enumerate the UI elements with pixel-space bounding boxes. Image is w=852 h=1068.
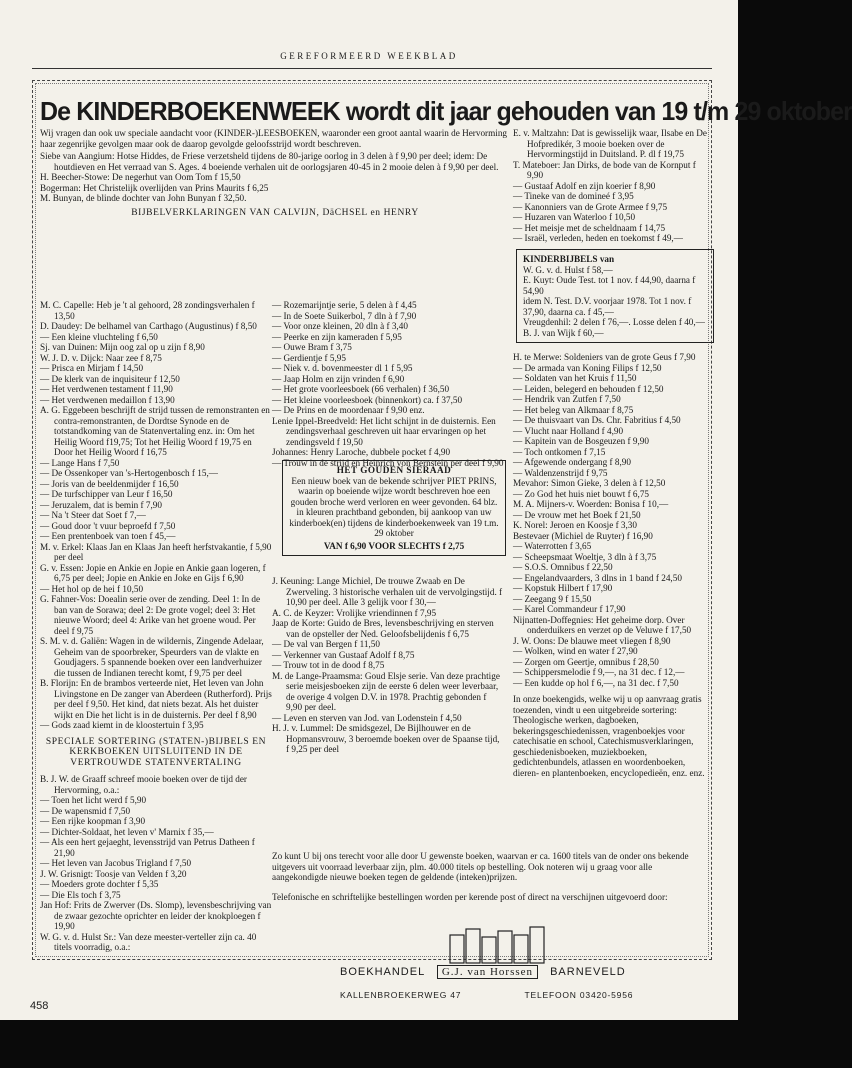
list-item: — Verkenner van Gustaaf Adolf f 8,75 <box>272 649 415 660</box>
kinderbijbels-title: KINDERBIJBELS van <box>523 254 615 264</box>
list-item: G. v. Essen: Jopie en Ankie en Jopie en Ankie gaan logeren, f 6,75 per deel; Jopie en Ankie en Joke en Gijs f 6,90 <box>40 562 266 583</box>
list-item: — Gods zaad kiemt in de kloostertuin f 3,95 <box>40 720 204 730</box>
list-item: Lenie Ippel-Breedveld: Het licht schijnt in de duisternis. Een zendingsverhaal geschreven uit haar ervaringen op het zendingsveld f 19,50 <box>272 415 496 447</box>
list-item: — De klerk van de inquisiteur f 12,50 <box>40 373 180 384</box>
list-item: — Lange Hans f 7,50 <box>40 457 120 468</box>
intro-block <box>40 128 510 221</box>
footer-paragraph: Zo kunt U bij ons terecht voor alle door U gewenste boeken, waarvan er ca. 1600 titels van de onder ons bekende uitgevers uit voorraad leverbaar zijn, plm. 40.000 titels op bestelling. Ook noteren wij u graag voor alle aangekondigde nieuwe boeken tegen de geldende (inteken)prijzen. <box>272 851 689 883</box>
list-item: M. A. Mijners-v. Woerden: Bonisa f 10,— <box>513 499 669 509</box>
list-item: — Een rijke koopman f 3,90 <box>40 816 146 826</box>
kinderbijbels-line: Vreugdenhil: 2 delen f 76,—. Losse delen f 40,— <box>523 317 705 327</box>
list-item: — Prisca en Mirjam f 14,50 <box>40 363 144 373</box>
list-item: — Jaap Holm en zijn vrinden f 6,90 <box>272 373 405 384</box>
list-item: — Niek v. d. bovenmeester dl 1 f 5,95 <box>272 363 413 373</box>
list-item: Jaap de Korte: Guido de Bres, levensbeschrijving en sterven van de opsteller der Ned. Geloofsbelijdenis f 6,75 <box>272 618 494 639</box>
intro-line: H. Beecher-Stowe: De negerhut van Oom Tom f 15,50 <box>40 172 241 182</box>
list-item: — Gustaaf Adolf en zijn koerier f 8,90 <box>513 180 656 191</box>
shop-address-line <box>340 990 700 1000</box>
list-item: B. J. W. de Graaff schreef mooie boeken over de tijd der Hervorming, o.a.: <box>40 774 247 795</box>
list-item: — Trouw in de strijd en Heinrich von Bernstein per deel f 9,90 <box>272 457 504 468</box>
list-item: — Karel Commandeur f 17,90 <box>513 604 626 614</box>
list-item: — Toen het licht werd f 5,90 <box>40 795 147 805</box>
list-item: — Vlucht naar Holland f 4,90 <box>513 425 624 436</box>
list-item: — Soldaten van het Kruis f 11,50 <box>513 373 637 383</box>
list-item: — Het grote voorleesboek (66 verhalen) f 36,50 <box>272 384 450 394</box>
list-item: — De thuisvaart van Ds. Chr. Fabritius f 4,50 <box>513 415 681 425</box>
list-item: — Zorgen om Geertje, omnibus f 28,50 <box>513 656 659 667</box>
list-item: — Het hol op de hei f 10,50 <box>40 583 144 594</box>
list-item: — Het verdwenen medaillon f 13,90 <box>40 394 175 405</box>
column-1 <box>40 300 272 953</box>
masthead: GEREFORMEERD WEEKBLAD <box>280 51 458 61</box>
list-item: — Ouwe Bram f 3,75 <box>272 342 352 352</box>
list-item: — De armada van Koning Filips f 12,50 <box>513 362 662 373</box>
list-item: — Goud door 't vuur beproefd f 7,50 <box>40 520 176 531</box>
list-item: — Kanonniers van de Grote Armee f 9,75 <box>513 201 668 212</box>
list-item: — Na 't Steer dat Soet f 7,— <box>40 510 146 520</box>
list-item: — Huzaren van Waterloo f 10,50 <box>513 212 636 222</box>
kinderbijbels-box <box>516 249 714 343</box>
catalogue-paragraph: In onze boekengids, welke wij u op aanvraag gratis toezenden, vindt u een uitgebreide sortering: Theologische werken, dagboeken, bekeringsgeschiedenissen, vragenboekjes voor catechisatie en school, Catechismusverklaringen, geschiedenisboeken, muziekboeken, gedichtenbundels, atlassen en woordenboeken, dieren- en plantenboeken, encyclopedieën, enz. enz. <box>513 694 705 778</box>
list-item: — Peerke en zijn kameraden f 5,95 <box>272 331 402 342</box>
list-item: B. Florijn: En de brambos verteerde niet, Het leven van John Livingstone en De zanger van Aberdeen (Rutherford). Prijs per deel f 9,50. Het kind, dat niets bezat. Als het duister wijkt en Die het licht is in de duisternis. Per deel f 8,90 <box>40 678 272 720</box>
list-item: M. de Lange-Praamsma: Goud Elsje serie. Van deze prachtige serie meisjesboeken zijn de eerste 6 delen weer leverbaar, de overige 4 volgen D.V. in 1978. Prachtig gebonden f 9,90 per deel. <box>272 670 500 712</box>
list-item: W. J. D. v. Dijck: Naar zee f 8,75 <box>40 352 162 363</box>
list-item: — Engelandvaarders, 3 dlns in 1 band f 24,50 <box>513 572 682 583</box>
list-item: — Het meisje met de scheldnaam f 14,75 <box>513 222 666 233</box>
list-item: — S.O.S. Omnibus f 22,50 <box>513 562 613 572</box>
list-item: — Hendrik van Zutfen f 7,50 <box>513 394 621 404</box>
list-item: H. J. v. Lummel: De smidsgezel, De Bijlhouwer en de Hopmansvrouw, 3 beroemde boeken over de Spaanse tijd, f 9,25 per deel <box>272 723 500 754</box>
list-item: — Zeegang 9 f 15,50 <box>513 593 592 604</box>
shop-line <box>340 966 700 978</box>
ad-headline: De KINDERBOEKENWEEK wordt dit jaar gehouden van 19 t/m 29 oktober <box>40 96 852 126</box>
list-item: M. v. Erkel: Klaas Jan en Klaas Jan heeft herfstvakantie, f 5,90 per deel <box>40 541 272 562</box>
kinderbijbels-line: E. Kuyt: Oude Test. tot 1 nov. f 44,90, daarna f 54,90 <box>523 275 696 296</box>
list-item: — Het verdwenen testament f 11,90 <box>40 384 173 394</box>
list-item: — Afgewende ondergang f 8,90 <box>513 457 631 467</box>
list-item: — De vrouw met het Boek f 21,50 <box>513 509 641 520</box>
footer-text <box>272 842 702 912</box>
column-3-lower <box>513 352 707 778</box>
list-item: — De Prins en de moordenaar f 9,90 enz. <box>272 405 425 415</box>
list-item: S. M. v. d. Galiën: Wagen in de wildernis, Zingende Adelaar, Geheim van de spoorbreker, Speurders van de vlakte en Goudjagers. 5 spannende boeken over een landverhuizer die tussen de Indianen terecht komt, f 9,75 per deel <box>40 636 264 678</box>
list-item: — De Ossenkoper van 's-Hertogenbosch f 15,— <box>40 468 218 478</box>
list-item: W. G. v. d. Hulst Sr.: Van deze meester-verteller zijn ca. 40 titels voorradig, o.a.: <box>40 931 257 952</box>
column-3 <box>513 128 707 244</box>
list-item: — Trouw tot in de dood f 8,75 <box>272 660 385 670</box>
list-item: — Israël, verleden, heden en toekomst f 49,— <box>513 233 683 243</box>
list-item: — Als een hert gejaeght, levensstrijd van Petrus Datheen f 21,90 <box>40 837 255 858</box>
shop-phone: TELEFOON 03420-5956 <box>524 990 634 1000</box>
list-item: — Rozemarijntje serie, 5 delen à f 4,45 <box>272 300 417 310</box>
list-item: — De val van Bergen f 11,50 <box>272 639 380 649</box>
shop-logo-text: G.J. van Horssen <box>437 965 538 979</box>
list-item: — Joris van de beeldenmijder f 16,50 <box>40 478 179 489</box>
list-item: — Voor onze kleinen, 20 dln à f 3,40 <box>272 321 408 331</box>
special-sorting-title: SPECIALE SORTERING (STATEN-)BIJBELS EN KERKBOEKEN UITSLUITEND IN DE VERTROUWDE STATENVERTALING <box>45 736 267 768</box>
promo-price: VAN f 6,90 VOOR SLECHTS f 2,75 <box>323 540 465 551</box>
kinderbijbels-line: W. G. v. d. Hulst f 58,— <box>523 264 613 275</box>
list-item: — De wapensmid f 7,50 <box>40 805 131 816</box>
list-item: Nijnatten-Doffegnies: Het geheime dorp. Over onderduikers en verzet op de Veluwe f 17,50 <box>513 614 692 635</box>
list-item: K. Norel: Jeroen en Koosje f 3,30 <box>513 520 637 530</box>
intro-line: Bogerman: Het Christelijk overlijden van Prins Maurits f 6,25 <box>40 182 269 193</box>
scan-border <box>0 1020 738 1068</box>
list-item: — Het kleine voorleesboek (binnenkort) ca. f 37,50 <box>272 394 463 405</box>
list-item: — Het beleg van Alkmaar f 8,75 <box>513 404 634 415</box>
shop-left: BOEKHANDEL <box>340 966 425 978</box>
shop-right: BARNEVELD <box>550 966 626 978</box>
list-item: — Wolken, wind en water f 27,90 <box>513 646 638 656</box>
list-item: T. Mateboer: Jan Dirks, de bode van de Kornput f 9,90 <box>513 159 696 180</box>
list-item: — De turfschipper van Leur f 16,50 <box>40 489 173 499</box>
list-item: — Een kleine vluchteling f 6,50 <box>40 331 158 342</box>
list-item: J. Keuning: Lange Michiel, De trouwe Zwaab en De Zwerveling. 3 historische verhalen uit de vervolgingstijd. f 10,90 per deel. Alle 3 gelijk voor f 30,— <box>272 576 503 607</box>
intro-paragraph: Wij vragen dan ook uw speciale aandacht voor (KINDER-)LEESBOEKEN, waaronder een groot aantal waarin de Hervorming haar zegenrijke gevolgen maar ook de daarop gevolgde geloofsstrijd wordt beschreven. <box>40 128 508 149</box>
section-title: BIJBELVERKLARINGEN VAN CALVIJN, DäCHSEL en HENRY <box>131 207 419 218</box>
list-item: M. C. Capelle: Heb je 't al gehoord, 28 zondingsverhalen f 13,50 <box>40 300 255 321</box>
list-item: — Waterrotten f 3,65 <box>513 541 592 551</box>
kinderbijbels-line: B. J. van Wijk f 60,— <box>523 327 604 338</box>
list-item: Mevahor: Simon Gieke, 3 delen à f 12,50 <box>513 478 666 488</box>
list-item: — Gerdientje f 5,95 <box>272 352 346 363</box>
list-item: — Dichter-Soldaat, het leven v' Marnix f 35,— <box>40 826 214 837</box>
list-item: — Een prentenboek van toen f 45,— <box>40 531 176 541</box>
list-item: — Kapitein van de Bosgeuzen f 9,90 <box>513 436 649 446</box>
masthead-rule <box>32 68 712 69</box>
list-item: — Kopstuk Hilbert f 17,90 <box>513 583 613 593</box>
list-item: Jan Hof: Frits de Zwerver (Ds. Slomp), levensbeschrijving van de zwaar gezochte oprichter en leider der knokploegen f 19,90 <box>40 900 272 931</box>
list-item: Johannes: Henry Laroche, dubbele pocket f 4,90 <box>272 447 451 457</box>
intro-line: Siebe van Aangium: Hotse Hiddes, de Friese verzetsheld tijdens de 80-jarige oorlog in 3 delen à f 9,90 per deel; idem: De houtdieven en Het verraad van S. Ages. 4 boeiende verhalen uit de oorlogsjaren 40-45 in 2 mooie delen à f 9,90 per deel. <box>40 151 499 172</box>
promo-box-gouden-sieraad <box>282 460 506 556</box>
list-item: — Waldenzenstrijd f 9,75 <box>513 467 608 478</box>
list-item: — Moeders grote dochter f 5,35 <box>40 879 159 889</box>
footer-paragraph: Telefonische en schriftelijke bestellingen worden per kerende post of direct na verschijnen uitgevoerd door: <box>272 891 668 902</box>
list-item: A. C. de Keyzer: Vrolijke vriendinnen f 7,95 <box>272 607 437 618</box>
list-item: — Leiden, belegerd en behouden f 12,50 <box>513 383 664 394</box>
list-item: — Zo God het huis niet bouwt f 6,75 <box>513 488 650 499</box>
list-item: — Die Els toch f 3,75 <box>40 889 121 900</box>
list-item: E. v. Maltzahn: Dat is gewisselijk waar, Ilsabe en De Hofpredikér, 3 mooie boeken over de Hervormingstijd in Duitsland. P. dl f 19,75 <box>513 128 707 159</box>
list-item: — Leven en sterven van Jod. van Lodenstein f 4,50 <box>272 712 462 723</box>
list-item: — Schippersmelodie f 9,—, na 31 dec. f 12,— <box>513 667 685 677</box>
list-item: A. G. Eggebeen beschrijft de strijd tussen de remonstranten en contra-remonstranten, de Dordtse Synode en de totstandkoming van de Statenvertaling enz. in: Om het Heilig Woord f19,75; Tot het Heilig Woord f 19,75 en Door het Heilig Woord f 16,75 <box>40 405 270 457</box>
shop-address: KALLENBROEKERWEG 47 <box>340 990 462 1000</box>
list-item: Bestevaer (Michiel de Ruyter) f 16,90 <box>513 530 653 541</box>
column-2 <box>272 300 504 468</box>
list-item: — Het leven van Jacobus Trigland f 7,50 <box>40 858 192 868</box>
list-item: — Een kudde op hol f 6,—, na 31 dec. f 7,50 <box>513 677 679 688</box>
column-2-lower <box>272 576 504 755</box>
intro-line: M. Bunyan, de blinde dochter van John Bunyan f 32,50. <box>40 193 247 203</box>
list-item: J. W. Grisnigt: Toosje van Velden f 3,20 <box>40 868 187 879</box>
list-item: — In de Soete Suikerbol, 7 dln à f 7,90 <box>272 310 417 321</box>
list-item: D. Daudey: De belhamel van Carthago (Augustinus) f 8,50 <box>40 321 257 331</box>
list-item: H. te Merwe: Soldeniers van de grote Geus f 7,90 <box>513 352 696 362</box>
list-item: G. Fahner-Vos: Doealin serie over de zending. Deel 1: In de ban van de Sorawa; deel 2: De grote vogel; deel 3: Het nieuwe Woord; deel 4: Arike van het groene woud. Per deel f 9,75 <box>40 594 261 636</box>
promo-text: Een nieuw boek van de bekende schrijver PIET PRINS, waarin op boeiende wijze wordt beschreven hoe een gouden broche werd verloren en weer gevonden. 64 blz. in kleuren prachtband gebonden, bij aankoop van uw kinderboek(en) tijdens de kinderboekenweek van 19 t.m. 29 oktober <box>289 475 499 538</box>
list-item: — Tineke van de domineé f 3,95 <box>513 191 634 201</box>
list-item: — Scheepsmaat Woeltje, 3 dln à f 3,75 <box>513 551 657 562</box>
kinderbijbels-line: idem N. Test. D.V. voorjaar 1978. Tot 1 nov. f 37,90, daarna ca. f 45,— <box>523 296 692 317</box>
promo-title: HET GOUDEN SIERAAD <box>336 465 452 475</box>
list-item: Sj. van Duinen: Mijn oog zal op u zijn f 8,90 <box>40 342 205 352</box>
list-item: J. W. Oons: De blauwe meet vliegen f 8,90 <box>513 635 671 646</box>
list-item: — Toch ontkomen f 7,15 <box>513 446 606 457</box>
list-item: — Jeruzalem, dat is bemin f 7,90 <box>40 499 162 510</box>
page-number: 458 <box>30 1000 49 1012</box>
books-logo-icon <box>340 925 700 965</box>
